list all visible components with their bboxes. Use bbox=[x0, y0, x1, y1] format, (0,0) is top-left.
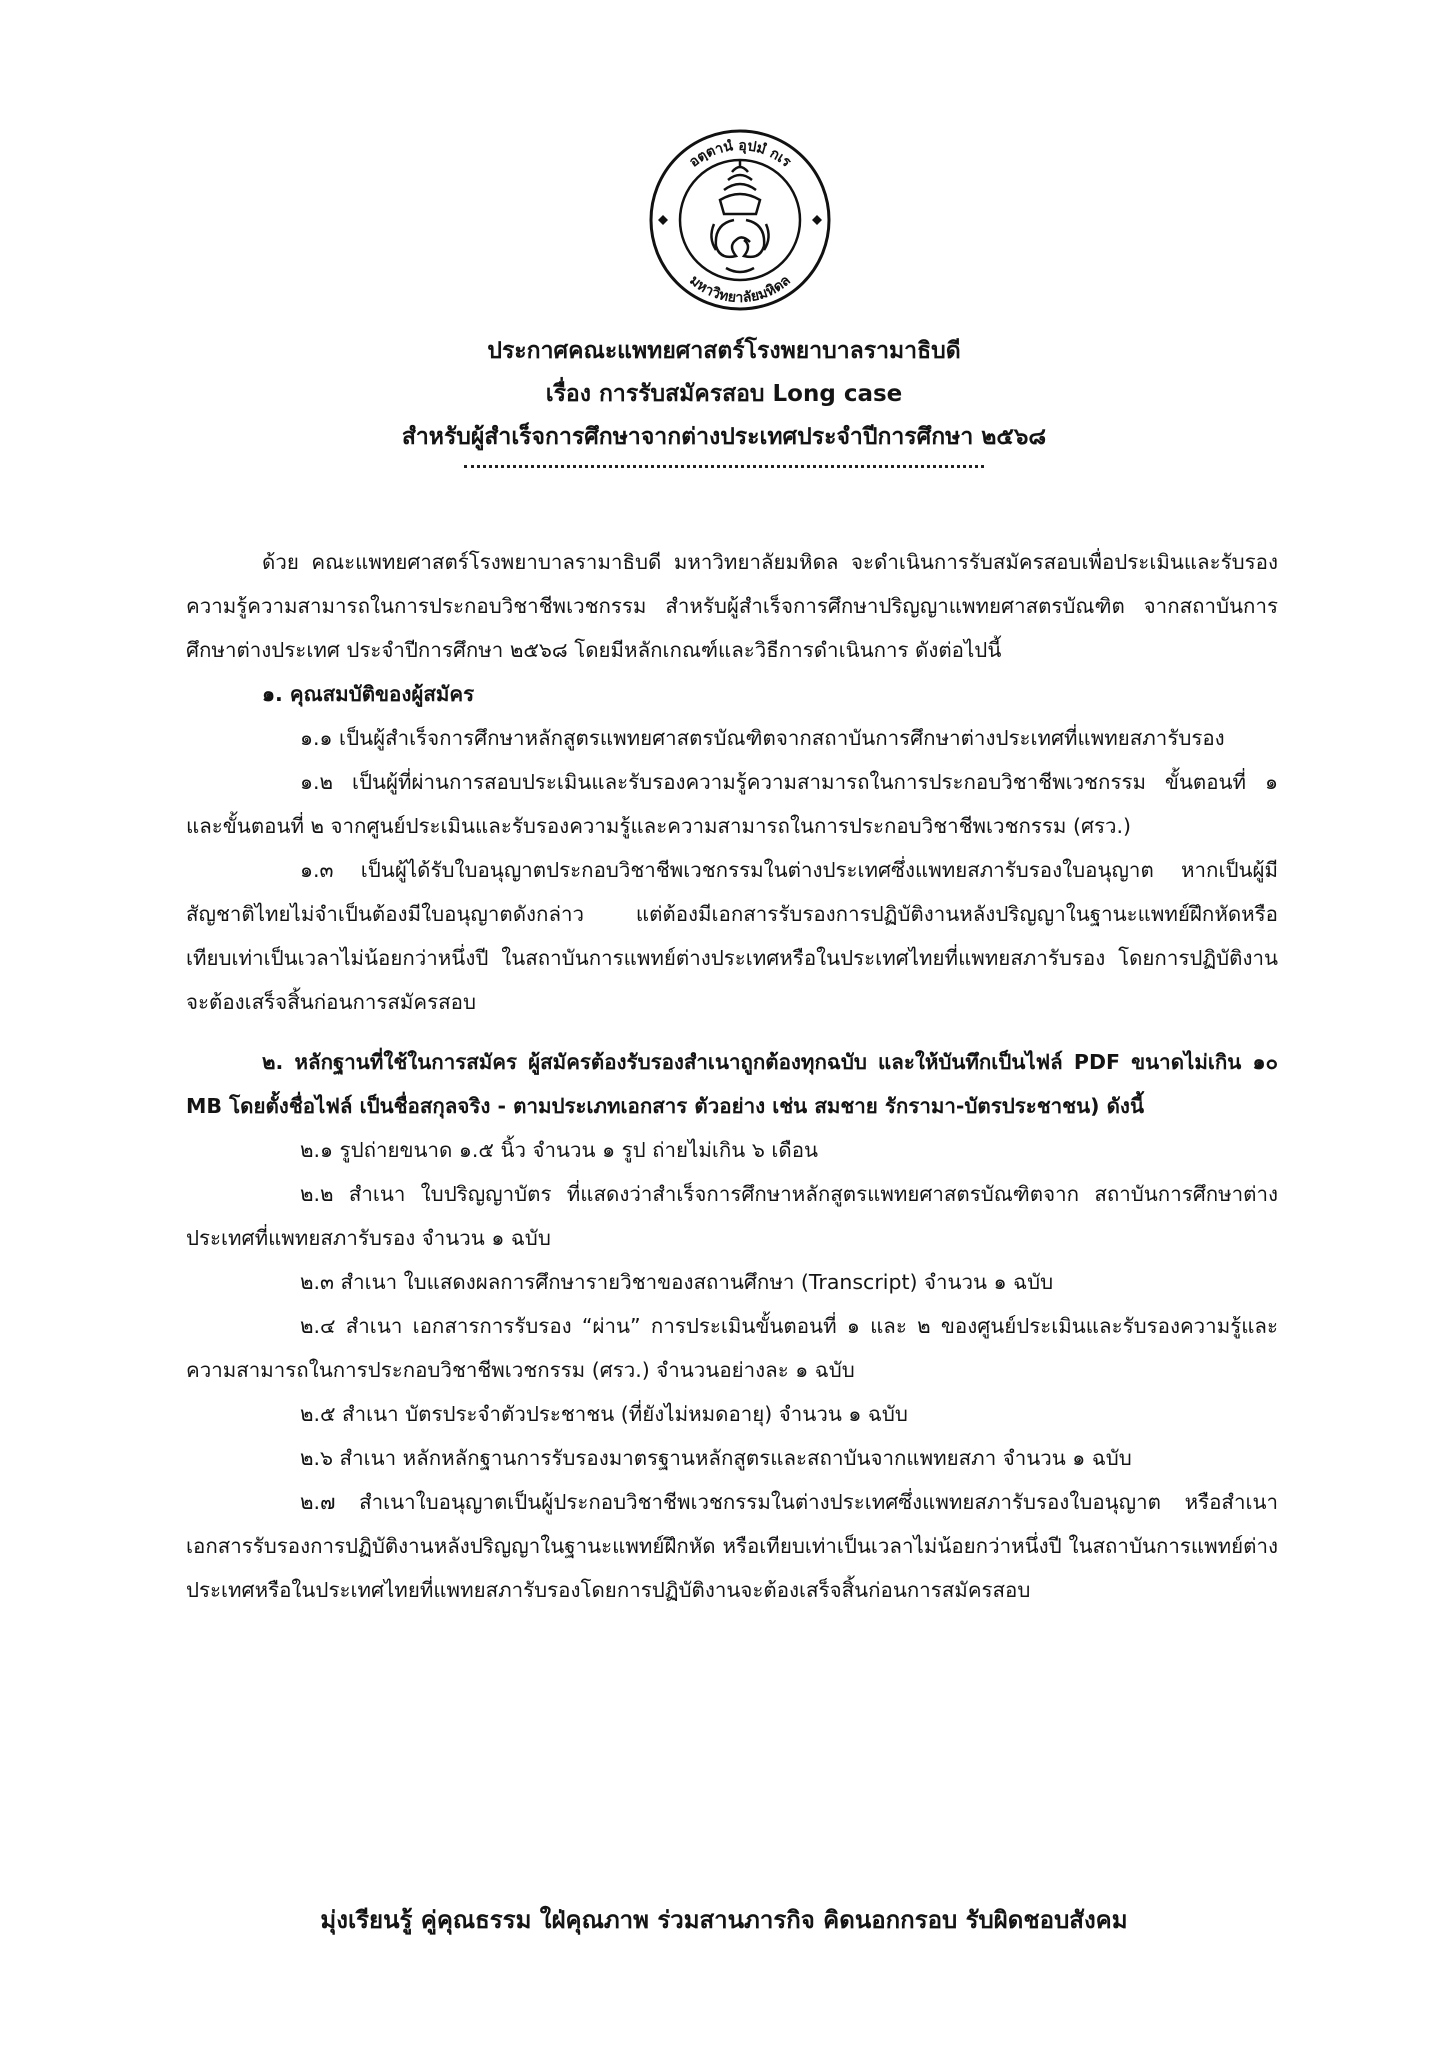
section-2-item: ๒.๓ สำเนา ใบแสดงผลการศึกษารายวิชาของสถานศึกษา (Transcript) จำนวน ๑ ฉบับ bbox=[300, 1270, 1054, 1294]
announcement-header bbox=[0, 330, 1448, 468]
section-2-item: ๒.๔ สำเนา เอกสารการรับรอง “ผ่าน” การประเมินขั้นตอนที่ ๑ และ ๒ ของศูนย์ประเมินและรับรองความรู้และความสามารถในการประกอบวิชาชีพเวชกรรม (ศรว.) จำนวนอย่างละ ๑ ฉบับ bbox=[186, 1314, 1278, 1382]
section-1-item: ๑.๑ เป็นผู้สำเร็จการศึกษาหลักสูตรแพทยศาสตรบัณฑิตจากสถาบันการศึกษาต่างประเทศที่แพทยสภารับรอง bbox=[300, 726, 1225, 750]
header-dotted-divider bbox=[464, 465, 984, 468]
section-2-heading: ๒. หลักฐานที่ใช้ในการสมัคร ผู้สมัครต้องรับรองสำเนาถูกต้องทุกฉบับ และให้บันทึกเป็นไฟล์ PDF ขนาดไม่เกิน ๑๐ MB โดยตั้งชื่อไฟล์ เป็นชื่อสกุลจริง - ตามประเภทเอกสาร ตัวอย่าง เช่น สมชาย รักรามา-บัตรประชาชน) ดังนี้ bbox=[186, 1050, 1278, 1118]
section-1-item: ๑.๒ เป็นผู้ที่ผ่านการสอบประเมินและรับรองความรู้ความสามารถในการประกอบวิชาชีพเวชกรรม ขั้นตอนที่ ๑ และขั้นตอนที่ ๒ จากศูนย์ประเมินและรับรองความรู้และความสามารถในการประกอบวิชาชีพเวชกรรม (ศรว.) bbox=[186, 770, 1278, 838]
mahidol-university-seal-icon bbox=[648, 128, 832, 312]
section-2-item: ๒.๗ สำเนาใบอนุญาตเป็นผู้ประกอบวิชาชีพเวชกรรมในต่างประเทศซึ่งแพทยสภารับรองใบอนุญาต หรือสำเนาเอกสารรับรองการปฏิบัติงานหลังปริญญาในฐานะแพทย์ฝึกหัด หรือเทียบเท่าเป็นเวลาไม่น้อยกว่าหนึ่งปี ในสถาบันการแพทย์ต่างประเทศหรือในประเทศไทยที่แพทยสภารับรองโดยการปฏิบัติงานจะต้องเสร็จสิ้นก่อนการสมัครสอบ bbox=[186, 1490, 1278, 1602]
section-2-item: ๒.๒ สำเนา ใบปริญญาบัตร ที่แสดงว่าสำเร็จการศึกษาหลักสูตรแพทยศาสตรบัณฑิตจาก สถาบันการศึกษาต่างประเทศที่แพทยสภารับรอง จำนวน ๑ ฉบับ bbox=[186, 1182, 1278, 1250]
header-line-3: สำหรับผู้สำเร็จการศึกษาจากต่างประเทศประจำปีการศึกษา ๒๕๖๘ bbox=[401, 424, 1047, 450]
intro-paragraph: ด้วย คณะแพทยศาสตร์โรงพยาบาลรามาธิบดี มหาวิทยาลัยมหิดล จะดำเนินการรับสมัครสอบเพื่อประเมินและรับรองความรู้ความสามารถในการประกอบวิชาชีพเวชกรรม สำหรับผู้สำเร็จการศึกษาปริญญาแพทยศาสตรบัณฑิต จากสถาบันการศึกษาต่างประเทศ ประจำปีการศึกษา ๒๕๖๘ โดยมีหลักเกณฑ์และวิธีการดำเนินการ ดังต่อไปนี้ bbox=[186, 550, 1278, 662]
section-1-item: ๑.๓ เป็นผู้ได้รับใบอนุญาตประกอบวิชาชีพเวชกรรมในต่างประเทศซึ่งแพทยสภารับรองใบอนุญาต หากเป็นผู้มีสัญชาติไทยไม่จำเป็นต้องมีใบอนุญาตดังกล่าว แต่ต้องมีเอกสารรับรองการปฏิบัติงานหลังปริญญาในฐานะแพทย์ฝึกหัดหรือเทียบเท่าเป็นเวลาไม่น้อยกว่าหนึ่งปี ในสถาบันการแพทย์ต่างประเทศหรือในประเทศไทยที่แพทยสภารับรอง โดยการปฏิบัติงานจะต้องเสร็จสิ้นก่อนการสมัครสอบ bbox=[186, 858, 1278, 1014]
university-seal bbox=[648, 128, 832, 312]
header-line-1: ประกาศคณะแพทยศาสตร์โรงพยาบาลรามาธิบดี bbox=[487, 338, 961, 364]
seal-ring-bottom-text: มหาวิทยาลัยมหิดล bbox=[686, 272, 794, 307]
footer-motto: มุ่งเรียนรู้ คู่คุณธรรม ใฝ่คุณภาพ ร่วมสานภารกิจ คิดนอกกรอบ รับผิดชอบสังคม bbox=[320, 1906, 1128, 1934]
section-2-item: ๒.๑ รูปถ่ายขนาด ๑.๕ นิ้ว จำนวน ๑ รูป ถ่ายไม่เกิน ๖ เดือน bbox=[300, 1138, 819, 1162]
seal-ring-top-text: อตฺตานํ อุปมํ กเร bbox=[686, 137, 794, 171]
announcement-body bbox=[186, 540, 1278, 1612]
section-2-item: ๒.๕ สำเนา บัตรประจำตัวประชาชน (ที่ยังไม่หมดอายุ) จำนวน ๑ ฉบับ bbox=[300, 1402, 908, 1426]
section-1-heading: ๑. คุณสมบัติของผู้สมัคร bbox=[262, 682, 475, 706]
header-line-2: เรื่อง การรับสมัครสอบ Long case bbox=[545, 381, 903, 407]
section-2-item: ๒.๖ สำเนา หลักหลักฐานการรับรองมาตรฐานหลักสูตรและสถาบันจากแพทยสภา จำนวน ๑ ฉบับ bbox=[300, 1446, 1132, 1470]
